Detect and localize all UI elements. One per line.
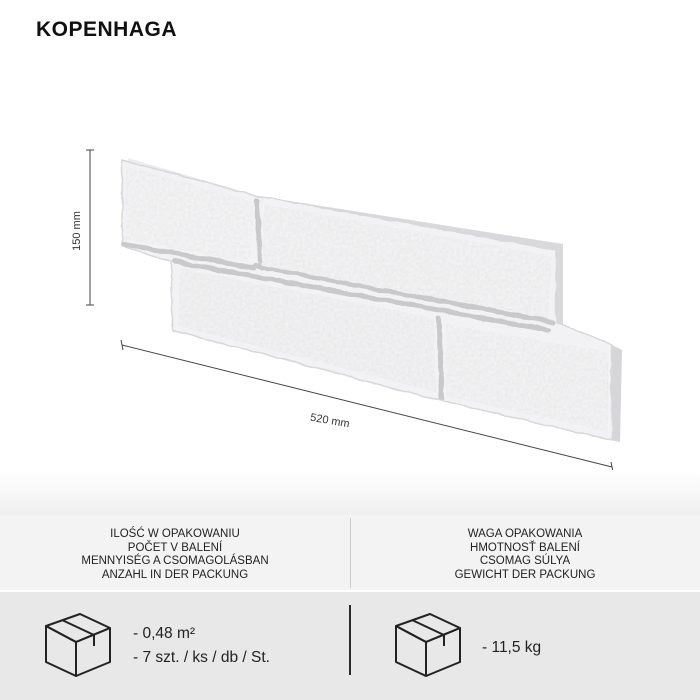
quantity-label-pl: ILOŚĆ W OPAKOWANIU (110, 528, 240, 540)
weight-value: - 11,5 kg (482, 639, 542, 656)
background-fade (0, 470, 700, 515)
quantity-label-de: ANZAHL IN DER PACKUNG (101, 568, 249, 581)
height-dimension-line (86, 150, 94, 305)
quantity-labels (0, 528, 350, 582)
quantity-label-hu: MENNYISÉG A CSOMAGOLÁSBAN (81, 555, 269, 567)
brick-panel (122, 158, 622, 442)
box-icon (390, 604, 466, 685)
weight-label-pl: WAGA OPAKOWANIA (467, 528, 583, 540)
width-dimension-label: 520 mm (309, 411, 351, 431)
product-title: KOPENHAGA (36, 18, 178, 41)
weight-label-cs: HMOTNOSŤ BALENÍ (470, 541, 580, 554)
box-icon (40, 604, 116, 685)
quantity-values (133, 622, 270, 670)
weight-label-hu: CSOMAG SÚLYA (479, 555, 571, 567)
weight-values (482, 636, 541, 660)
weight-label-de: GEWICHT DER PACKUNG (454, 568, 596, 581)
weight-labels (350, 528, 700, 582)
quantity-pieces-value: - 7 szt. / ks / db / St. (133, 649, 270, 666)
quantity-label-cs: POČET V BALENÍ (127, 541, 223, 554)
quantity-area-value: - 0,48 m² (133, 625, 196, 642)
height-dimension-label: 150 mm (71, 211, 83, 251)
values-divider (349, 605, 351, 675)
